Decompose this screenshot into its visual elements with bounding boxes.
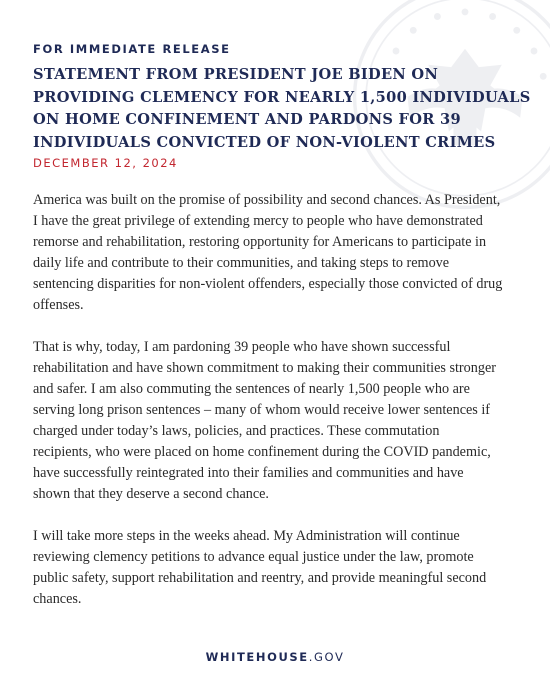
release-date: DECEMBER 12, 2024	[33, 156, 178, 170]
footer-site-name: WHITEHOUSE	[205, 650, 309, 664]
headline	[33, 64, 531, 154]
text-line: chances.	[33, 591, 82, 607]
text-line: sentencing disparities for non-violent offenders, especially those convicted of drug	[33, 276, 503, 292]
text-line: America was built on the promise of possibility and second chances. As President,	[33, 192, 501, 208]
text-line: reviewing clemency petitions to advance equal justice under the law, promote	[33, 549, 474, 565]
text-line: and safer. I am also commuting the sentences of nearly 1,500 people who are	[33, 381, 470, 397]
text-line: rehabilitation and have shown commitment to making their communities stronger	[33, 360, 496, 376]
paragraph-3	[33, 526, 533, 610]
statement-body	[33, 190, 533, 631]
text-line: I have the great privilege of extending mercy to people who have demonstrated	[33, 213, 483, 229]
text-line: daily life and contribute to their communities, and taking steps to remove	[33, 255, 450, 271]
text-line: serving long prison sentences – many of whom would receive lower sentences if	[33, 402, 491, 418]
paragraph-2	[33, 337, 533, 505]
text-line: charged under today’s laws, policies, and practices. These commutation	[33, 423, 440, 439]
footer-site-domain: .GOV	[308, 650, 345, 664]
text-line: That is why, today, I am pardoning 39 people who have shown successful	[33, 339, 451, 355]
site-footer	[0, 650, 550, 664]
headline-line: PROVIDING CLEMENCY FOR NEARLY 1,500 INDIVIDUALS	[33, 88, 531, 106]
headline-line: ON HOME CONFINEMENT AND PARDONS FOR 39	[33, 111, 461, 128]
text-line: offenses.	[33, 297, 84, 313]
headline-line: STATEMENT FROM PRESIDENT JOE BIDEN ON	[33, 66, 439, 83]
text-line: remorse and rehabilitation, restoring opportunity for Americans to participate in	[33, 234, 487, 250]
headline-line: INDIVIDUALS CONVICTED OF NON-VIOLENT CRIMES	[33, 133, 496, 151]
paragraph-1	[33, 190, 533, 316]
text-line: I will take more steps in the weeks ahead. My Administration will continue	[33, 528, 460, 544]
text-line: shown that they deserve a second chance.	[33, 486, 269, 502]
text-line: have successfully reintegrated into their families and communities and have	[33, 465, 464, 481]
release-label: FOR IMMEDIATE RELEASE	[33, 42, 231, 56]
text-line: recipients, who were placed on home confinement during the COVID pandemic,	[33, 444, 491, 460]
text-line: public safety, support rehabilitation and reentry, and provide meaningful second	[33, 570, 487, 586]
